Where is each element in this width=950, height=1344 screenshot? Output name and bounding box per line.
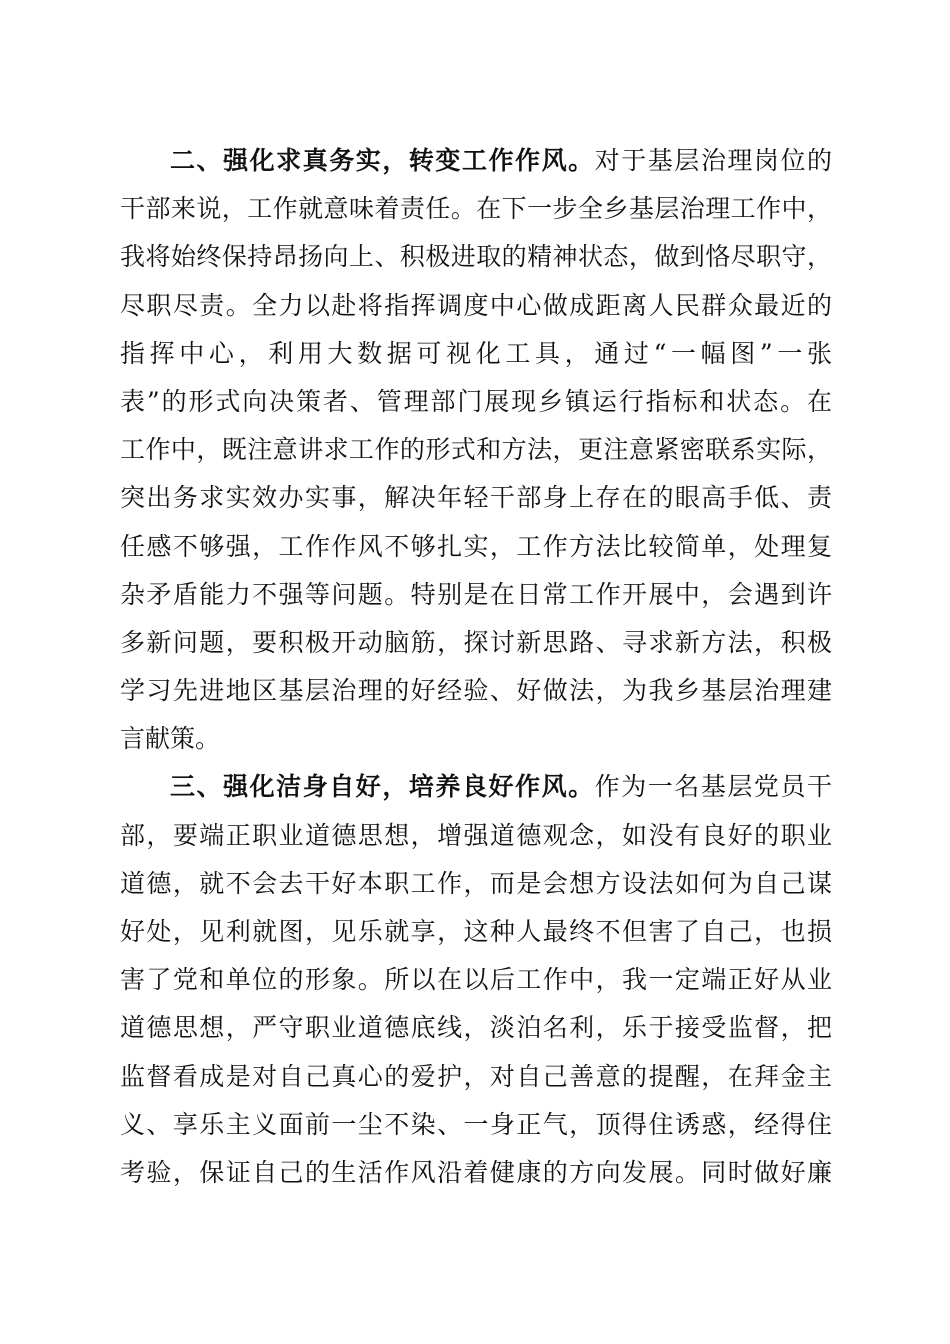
body-line: 任感不够强，工作作风不够扎实，工作方法比较简单，处理复	[120, 531, 832, 561]
body-text: 作为一名基层党员干	[594, 772, 832, 802]
body-line: 干部来说，工作就意味着责任。在下一步全乡基层治理工作中，	[120, 194, 832, 224]
section-heading: 二、强化求真务实，转变工作作风。	[170, 146, 595, 175]
body-line: 指挥中心，利用大数据可视化工具，通过“一幅图”一张	[120, 338, 832, 368]
body-line: 学习先进地区基层治理的好经验、好做法，为我乡基层治理建	[120, 676, 832, 706]
document-page	[120, 137, 832, 1197]
body-line: 部，要端正职业道德思想，增强道德观念，如没有良好的职业	[120, 820, 832, 850]
body-text: 对于基层治理岗位的	[594, 146, 832, 175]
body-line: 多新问题，要积极开动脑筋，探讨新思路、寻求新方法，积极	[120, 627, 832, 657]
body-line: 害了党和单位的形象。所以在以后工作中，我一定端正好从业	[120, 965, 832, 995]
body-line: 监督看成是对自己真心的爱护，对自己善意的提醒，在拜金主	[120, 1061, 832, 1091]
body-line: 好处，见利就图，见乐就享，这种人最终不但害了自己，也损	[120, 917, 832, 946]
body-line: 考验，保证自己的生活作风沿着健康的方向发展。同时做好廉	[120, 1157, 832, 1187]
body-line: 尽职尽责。全力以赴将指挥调度中心做成距离人民群众最近的	[120, 290, 832, 320]
body-line: 道德，就不会去干好本职工作，而是会想方设法如何为自己谋	[120, 868, 832, 898]
paragraph-first-line	[120, 763, 832, 811]
body-line: 杂矛盾能力不强等问题。特别是在日常工作开展中，会遇到许	[120, 579, 832, 609]
paragraph-self-discipline	[120, 763, 832, 1197]
body-line: 道德思想，严守职业道德底线，淡泊名利，乐于接受监督，把	[120, 1013, 832, 1043]
body-line: 言献策。	[120, 724, 221, 754]
paragraph-strengthen-pragmatism	[120, 137, 832, 763]
body-line: 表”的形式向决策者、管理部门展现乡镇运行指标和状态。在	[120, 386, 832, 416]
body-line: 义、享乐主义面前一尘不染、一身正气，顶得住诱惑，经得住	[120, 1109, 832, 1139]
body-line: 我将始终保持昂扬向上、积极进取的精神状态，做到恪尽职守，	[120, 242, 832, 272]
section-heading: 三、强化洁身自好，培养良好作风。	[170, 772, 595, 802]
body-line: 工作中，既注意讲求工作的形式和方法，更注意紧密联系实际，	[120, 435, 832, 465]
paragraph-first-line	[120, 137, 832, 185]
body-line: 突出务求实效办实事，解决年轻干部身上存在的眼高手低、责	[120, 483, 832, 513]
